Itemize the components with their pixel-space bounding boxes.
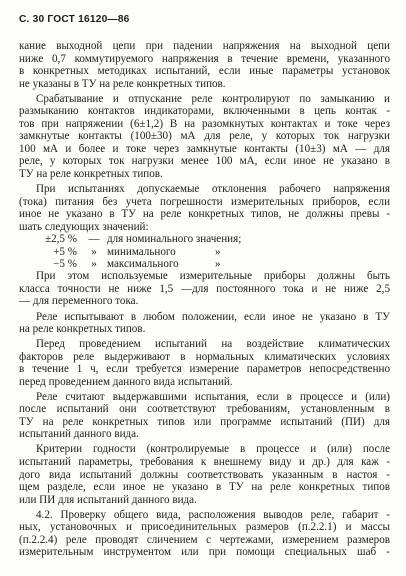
text-line: Критерии годности (контролируемые в процессе и (или) после (36, 443, 390, 456)
text-line: или ПИ для испытаний данного вида. (19, 493, 197, 506)
tolerance-row (33, 246, 390, 258)
tolerance-value: −5 % (53, 257, 77, 270)
text-line: иное не указано в ТУ на реле конкретных типов, не должны превы - (19, 208, 390, 221)
tolerance-dash: » (91, 245, 97, 258)
tolerance-list (19, 233, 390, 270)
text-line: (п.2.2.4) реле проводят сличением с чертежами, измерением размеров (19, 533, 390, 546)
text-line: 100 мА и более и токе через замкнутые контакты (10±3) мА — для (19, 142, 390, 155)
text-line: в течение 1 ч, если требуется измерение параметров непосредственно (19, 363, 390, 376)
tolerance-dash: — (88, 233, 100, 246)
text-line: тов при напряжении (6±1,2) В на разомкнутых контактах и токе через (19, 117, 390, 130)
text-line: ниже 0,7 коммутируемого напряжения в течение времени, указанного (19, 52, 390, 65)
paragraph (19, 183, 390, 233)
tolerance-label: минимального (107, 245, 176, 258)
text-line: не указаны в ТУ на реле конкретных типов. (19, 77, 226, 90)
text-line: ТУ на реле конкретных типов или программе испытаний (ПИ) для (19, 415, 390, 428)
paragraph (19, 270, 390, 308)
paragraph (19, 443, 390, 506)
tolerance-row (33, 233, 390, 245)
text-line: измерительным инструментом или при помощи специальных шаб - (19, 546, 390, 559)
paragraph (19, 311, 390, 336)
text-line: Срабатывание и отпускание реле контролируют по замыканию и (36, 92, 390, 105)
text-line: перед проведением данного вида испытаний. (19, 375, 233, 388)
text-line: Перед проведением испытаний на воздействие климатических (36, 338, 390, 351)
text-line: (тока) питания без учета погрешности измерительных приборов, если (19, 195, 390, 208)
text-line: 4.2. Проверку общего вида, расположения выводов реле, габарит - (36, 508, 390, 521)
text-line: — для переменного тока. (19, 295, 139, 308)
paragraph (19, 509, 390, 559)
text-line: факторов реле выдерживают в нормальных климатических условиях (19, 350, 390, 363)
tolerance-tail: » (215, 245, 221, 258)
tolerance-value: ±2,5 % (45, 233, 77, 246)
text-line: на реле конкретных типов. (19, 323, 146, 336)
text-line: щем разделе, если иное не указано в ТУ на реле конкретных типов (19, 481, 390, 494)
text-line: Реле испытывают в любом положении, если иное не указано в ТУ (36, 310, 390, 323)
text-line: шать следующих значений: (19, 220, 149, 233)
paragraph (19, 40, 390, 90)
tolerance-dash: » (91, 257, 97, 270)
text-line: после испытаний они соответствуют требованиям, установленным в (19, 403, 390, 416)
tolerance-tail: » (215, 257, 221, 270)
tolerance-row (33, 258, 390, 270)
tolerance-label: для номинального значения; (107, 233, 242, 246)
text-line: дого вида испытаний должны соответствовать указанным в настоя - (19, 468, 390, 481)
text-line: замкнутые контакты (100±30) мА для реле, у которых ток нагрузки (19, 130, 390, 143)
text-line: кание выходной цепи при падении напряжения на выходной цепи (19, 40, 390, 52)
text-line: ТУ на реле конкретных типов. (19, 167, 163, 180)
paragraph (19, 391, 390, 441)
text-line: ных, установочных и присоединительных размеров (п.2.2.1) и массы (19, 521, 390, 534)
text-line: испытаний параметры, требования к внешнему виду и др.) для каж - (19, 456, 390, 469)
tolerance-label: максимального (107, 257, 179, 270)
tolerance-value: +5 % (53, 245, 77, 258)
text-line: Реле считают выдержавшими испытания, если в процессе и (или) (36, 390, 390, 403)
text-line: При испытаниях допускаемые отклонения рабочего напряжения (36, 183, 390, 196)
text-line: размыканию контактов индикаторами, включенными в цепь контак - (19, 105, 390, 118)
paragraph (19, 93, 390, 181)
text-line: реле, у которых ток нагрузки менее 100 мА, если иное не указано в (19, 155, 390, 168)
text-line: в конкретных методиках испытаний, если иные параметры установок (19, 65, 390, 78)
document-body (19, 40, 390, 559)
page-header: С. 30 ГОСТ 16120—86 (19, 14, 130, 25)
text-line: При этом используемые измерительные приборы должны быть (36, 270, 390, 283)
text-line: класса точности не ниже 1,5 —для постоянного тока и не ниже 2,5 (19, 282, 390, 295)
text-line: испытаний данного вида. (19, 428, 139, 441)
paragraph (19, 338, 390, 388)
